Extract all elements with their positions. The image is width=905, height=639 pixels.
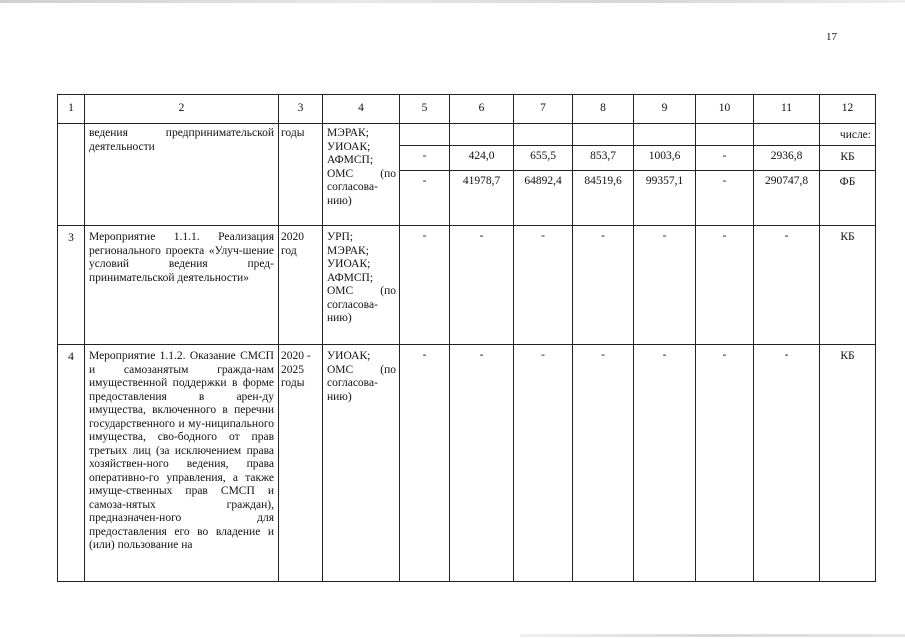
value-cell bbox=[696, 124, 754, 146]
table-row bbox=[58, 345, 876, 582]
value-cell: 853,7 bbox=[573, 146, 634, 171]
header-cell: 11 bbox=[754, 95, 820, 124]
header-cell: 8 bbox=[573, 95, 634, 124]
row-number-cell: 3 bbox=[58, 226, 85, 345]
value-cell: - bbox=[450, 345, 514, 582]
header-cell: 10 bbox=[696, 95, 754, 124]
period-cell: 2020 - 2025 годы bbox=[279, 345, 323, 582]
value-cell: 41978,7 bbox=[450, 171, 514, 226]
executor-cell: МЭРАК; УИОАК; АФМСП; ОМС (по согласова-нию) bbox=[323, 124, 400, 226]
value-cell: 64892,4 bbox=[514, 171, 573, 226]
header-cell: 4 bbox=[323, 95, 400, 124]
table-row bbox=[58, 226, 876, 345]
value-cell: - bbox=[696, 226, 754, 345]
executor-cell: УРП; МЭРАК; УИОАК; АФМСП; ОМС (по согласова-нию) bbox=[323, 226, 400, 345]
value-cell: 1003,6 bbox=[634, 146, 696, 171]
header-cell: 9 bbox=[634, 95, 696, 124]
value-cell: - bbox=[573, 345, 634, 582]
value-cell bbox=[634, 124, 696, 146]
period-cell: годы bbox=[279, 124, 323, 226]
source-cell: КБ bbox=[820, 226, 876, 345]
value-cell bbox=[573, 124, 634, 146]
value-cell: - bbox=[634, 345, 696, 582]
header-cell: 12 bbox=[820, 95, 876, 124]
period-cell: 2020 год bbox=[279, 226, 323, 345]
value-cell: 2936,8 bbox=[754, 146, 820, 171]
source-cell: числе: bbox=[820, 124, 876, 146]
value-cell: 84519,6 bbox=[573, 171, 634, 226]
activity-cell: Мероприятие 1.1.1. Реализация регионального проекта «Улуч-шение условий ведения пред-принимательской деятельности» bbox=[85, 226, 279, 345]
value-cell: - bbox=[400, 226, 450, 345]
value-cell: - bbox=[514, 226, 573, 345]
value-cell: - bbox=[573, 226, 634, 345]
value-cell: - bbox=[400, 146, 450, 171]
row-number-cell bbox=[58, 124, 85, 226]
source-cell: ФБ bbox=[820, 171, 876, 226]
activity-cell: ведения предпринимательской деятельности bbox=[85, 124, 279, 226]
value-cell bbox=[754, 124, 820, 146]
header-cell: 7 bbox=[514, 95, 573, 124]
value-cell: - bbox=[634, 226, 696, 345]
value-cell: - bbox=[754, 226, 820, 345]
value-cell: - bbox=[696, 345, 754, 582]
source-cell: КБ bbox=[820, 345, 876, 582]
value-cell: - bbox=[514, 345, 573, 582]
value-cell: 424,0 bbox=[450, 146, 514, 171]
scan-edge-bottom bbox=[520, 634, 905, 637]
value-cell: 290747,8 bbox=[754, 171, 820, 226]
value-cell: - bbox=[696, 171, 754, 226]
header-cell: 6 bbox=[450, 95, 514, 124]
value-cell: - bbox=[450, 226, 514, 345]
header-cell: 2 bbox=[85, 95, 279, 124]
scan-edge-top bbox=[0, 0, 905, 3]
value-cell: 655,5 bbox=[514, 146, 573, 171]
value-cell: - bbox=[696, 146, 754, 171]
header-cell: 3 bbox=[279, 95, 323, 124]
value-cell: - bbox=[400, 171, 450, 226]
value-cell: - bbox=[400, 345, 450, 582]
header-row bbox=[58, 95, 876, 124]
row-number-cell: 4 bbox=[58, 345, 85, 582]
value-cell: - bbox=[754, 345, 820, 582]
table-row-continuation bbox=[58, 124, 876, 146]
source-cell: КБ bbox=[820, 146, 876, 171]
header-cell: 5 bbox=[400, 95, 450, 124]
program-table bbox=[57, 94, 876, 582]
activity-cell: Мероприятие 1.1.2. Оказание СМСП и самозанятым гражда-нам имущественной поддержки в форме предоставления в арен-ду имущества, включенного в перечни государственного и му-ниципального имущества, сво-бодного от прав третьих лиц (за исключением права хозяйствен-ного ведения, права оперативно-го управления, а также имуще-ственных прав СМСП и самоза-нятых граждан), предназначен-ного для предоставления его во владение и (или) пользование на bbox=[85, 345, 279, 582]
page-number: 17 bbox=[826, 31, 837, 43]
executor-cell: УИОАК; ОМС (по согласова-нию) bbox=[323, 345, 400, 582]
value-cell: 99357,1 bbox=[634, 171, 696, 226]
value-cell bbox=[450, 124, 514, 146]
header-cell: 1 bbox=[58, 95, 85, 124]
value-cell bbox=[514, 124, 573, 146]
value-cell bbox=[400, 124, 450, 146]
